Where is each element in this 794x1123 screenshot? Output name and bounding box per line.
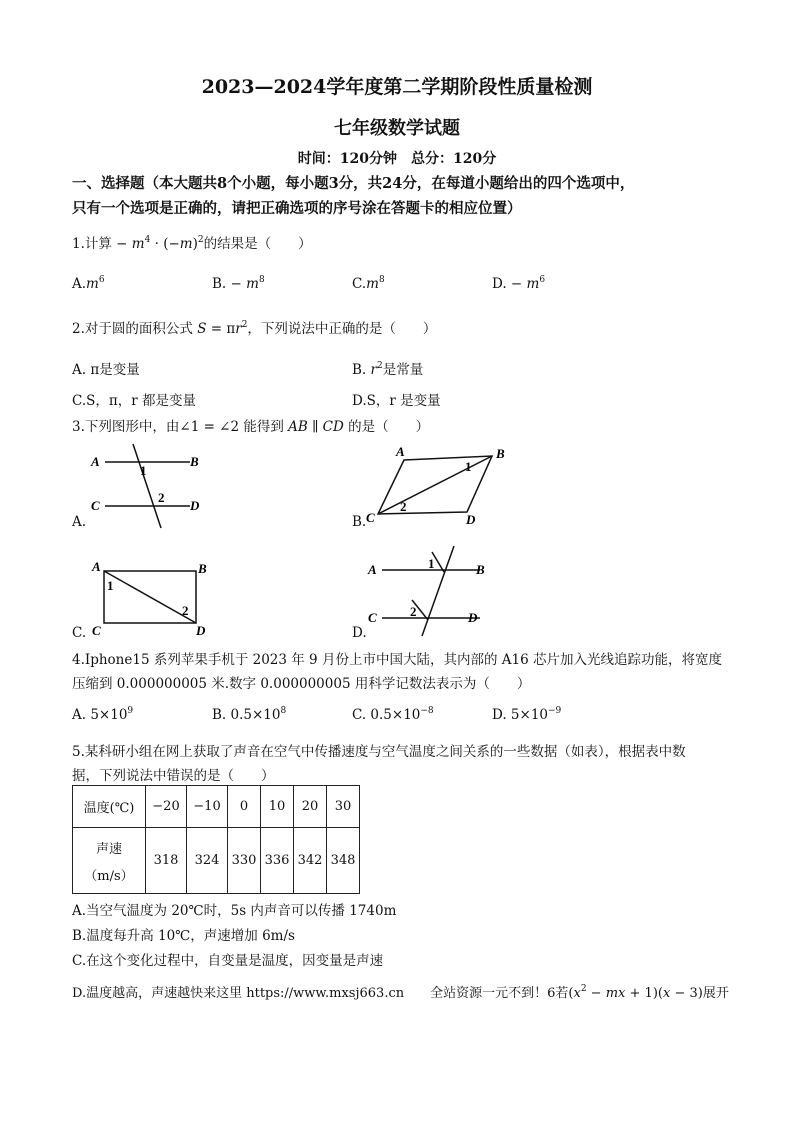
- svg-text:1: 1: [465, 459, 472, 474]
- svg-text:C: C: [92, 623, 101, 637]
- section1-heading-line1: 一、选择题（本大题共8个小题，每小题3分，共24分，在每道小题给出的四个选项中，: [72, 175, 635, 192]
- exam-meta: 时间：120分钟 总分：120分: [297, 151, 497, 167]
- svg-text:B: B: [496, 446, 505, 461]
- q1-option-d[interactable]: D. − $m^6$: [492, 275, 546, 292]
- table-cell: 336: [261, 828, 294, 894]
- svg-text:D: D: [466, 512, 476, 527]
- svg-text:C: C: [366, 510, 375, 525]
- table-cell: 348: [327, 828, 360, 894]
- svg-text:D: D: [468, 610, 478, 625]
- svg-text:2: 2: [158, 490, 165, 505]
- q1-expression: − $m^4 \cdot (-m)^2$: [111, 235, 204, 252]
- table-cell: 10: [261, 786, 294, 828]
- svg-text:B: B: [198, 561, 207, 576]
- svg-text:A: A: [91, 454, 100, 469]
- q1-option-b[interactable]: B. − $m^8$: [212, 275, 265, 292]
- q2-option-c[interactable]: C.S，π，r 都是变量: [72, 393, 197, 409]
- svg-text:2: 2: [410, 604, 417, 619]
- table-header-temp: 温度(℃): [73, 786, 146, 828]
- svg-text:B: B: [476, 562, 485, 577]
- table-cell: 20: [294, 786, 327, 828]
- q5-option-b[interactable]: B.温度每升高 10℃，声速增加 6m/s: [72, 928, 295, 944]
- table-cell: 324: [187, 828, 228, 894]
- svg-text:1: 1: [107, 578, 114, 593]
- q2-option-a[interactable]: A. π是变量: [72, 362, 140, 378]
- exam-title: 2023—2024学年度第二学期阶段性质量检测: [201, 76, 593, 98]
- exam-subtitle: 七年级数学试题: [334, 118, 460, 139]
- q4-option-a[interactable]: A. $5\times 10^9$: [72, 706, 134, 723]
- table-cell: 30: [327, 786, 360, 828]
- q5-stem-line2: 据，下列说法中错误的是（ ）: [72, 768, 275, 784]
- q2-option-d[interactable]: D.S，r 是变量: [352, 393, 441, 409]
- q3-option-c[interactable]: C.: [72, 625, 87, 641]
- table-cell: 0: [228, 786, 261, 828]
- q3-figure-d: [362, 542, 502, 638]
- svg-text:1: 1: [140, 463, 147, 478]
- svg-text:2: 2: [400, 499, 407, 514]
- q5-option-c[interactable]: C.在这个变化过程中，自变量是温度，因变量是声速: [72, 953, 384, 969]
- q3-option-b[interactable]: B.: [352, 514, 367, 530]
- q1-stem: [72, 232, 312, 252]
- q5-stem-line1: 5.某科研小组在网上获取了声音在空气中传播速度与空气温度之间关系的一些数据（如表），根据表中数: [72, 744, 686, 760]
- svg-text:2: 2: [182, 603, 189, 618]
- svg-text:B: B: [190, 454, 199, 469]
- q4-option-c[interactable]: C. $0.5\times 10^{-8}$: [352, 706, 434, 723]
- q4-stem-line2: 压缩到 0.000000005 米.数字 0.000000005 用科学记数法表示为（ ）: [72, 676, 531, 692]
- svg-text:A: A: [92, 559, 101, 574]
- q5-data-table: [72, 785, 360, 894]
- q4-stem-line1: 4.Iphone15 系列苹果手机于 2023 年 9 月份上市中国大陆，其内部的 A16 芯片加入光线追踪功能，将宽度: [72, 652, 722, 668]
- q3-figure-c: [88, 557, 218, 637]
- q1-stem-prefix: 1.计算: [72, 236, 112, 252]
- q3-stem: 3.下列图形中，由∠1 = ∠2 能得到 AB ∥ CD 的是（ ）: [72, 419, 430, 435]
- table-cell: −20: [146, 786, 187, 828]
- q5-option-d[interactable]: D.温度越高，声速越快来这里 https://www.mxsj663.cn 全站资源一元不到！6若($x^2$ − mx + 1)(x − 3)展开: [72, 984, 729, 1001]
- table-cell: 330: [228, 828, 261, 894]
- svg-text:C: C: [91, 498, 100, 513]
- svg-text:A: A: [368, 562, 377, 577]
- q5-option-a[interactable]: A.当空气温度为 20℃时，5s 内声音可以传播 1740m: [72, 903, 397, 919]
- q4-option-b[interactable]: B. $0.5\times 10^8$: [212, 706, 287, 723]
- svg-text:C: C: [368, 610, 377, 625]
- q3-figure-b: [362, 444, 522, 530]
- q2-option-b[interactable]: B. $r^2$是常量: [352, 361, 424, 378]
- q3-option-a[interactable]: A.: [72, 514, 87, 530]
- q1-option-a[interactable]: $A.m^6$: [72, 275, 105, 292]
- table-cell: 342: [294, 828, 327, 894]
- svg-text:1: 1: [428, 556, 435, 571]
- section1-heading-line2: 只有一个选项是正确的，请把正确选项的序号涂在答题卡的相应位置）: [72, 200, 522, 217]
- q4-option-d[interactable]: D. $5\times 10^{-9}$: [492, 706, 562, 723]
- table-cell: 318: [146, 828, 187, 894]
- q1-stem-suffix: 的结果是（ ）: [203, 236, 312, 252]
- svg-text:A: A: [396, 444, 405, 459]
- q3-option-d[interactable]: D.: [352, 625, 367, 641]
- q3-figure-a: [85, 440, 205, 530]
- q2-stem: 2.对于圆的面积公式 $S = \pi r^2$，下列说法中正确的是（ ）: [72, 320, 437, 337]
- table-header-speed: 声速 （m/s）: [73, 828, 146, 894]
- q1-option-c[interactable]: $C.m^8$: [352, 275, 385, 292]
- svg-text:D: D: [190, 498, 200, 513]
- svg-text:D: D: [196, 623, 206, 637]
- table-cell: −10: [187, 786, 228, 828]
